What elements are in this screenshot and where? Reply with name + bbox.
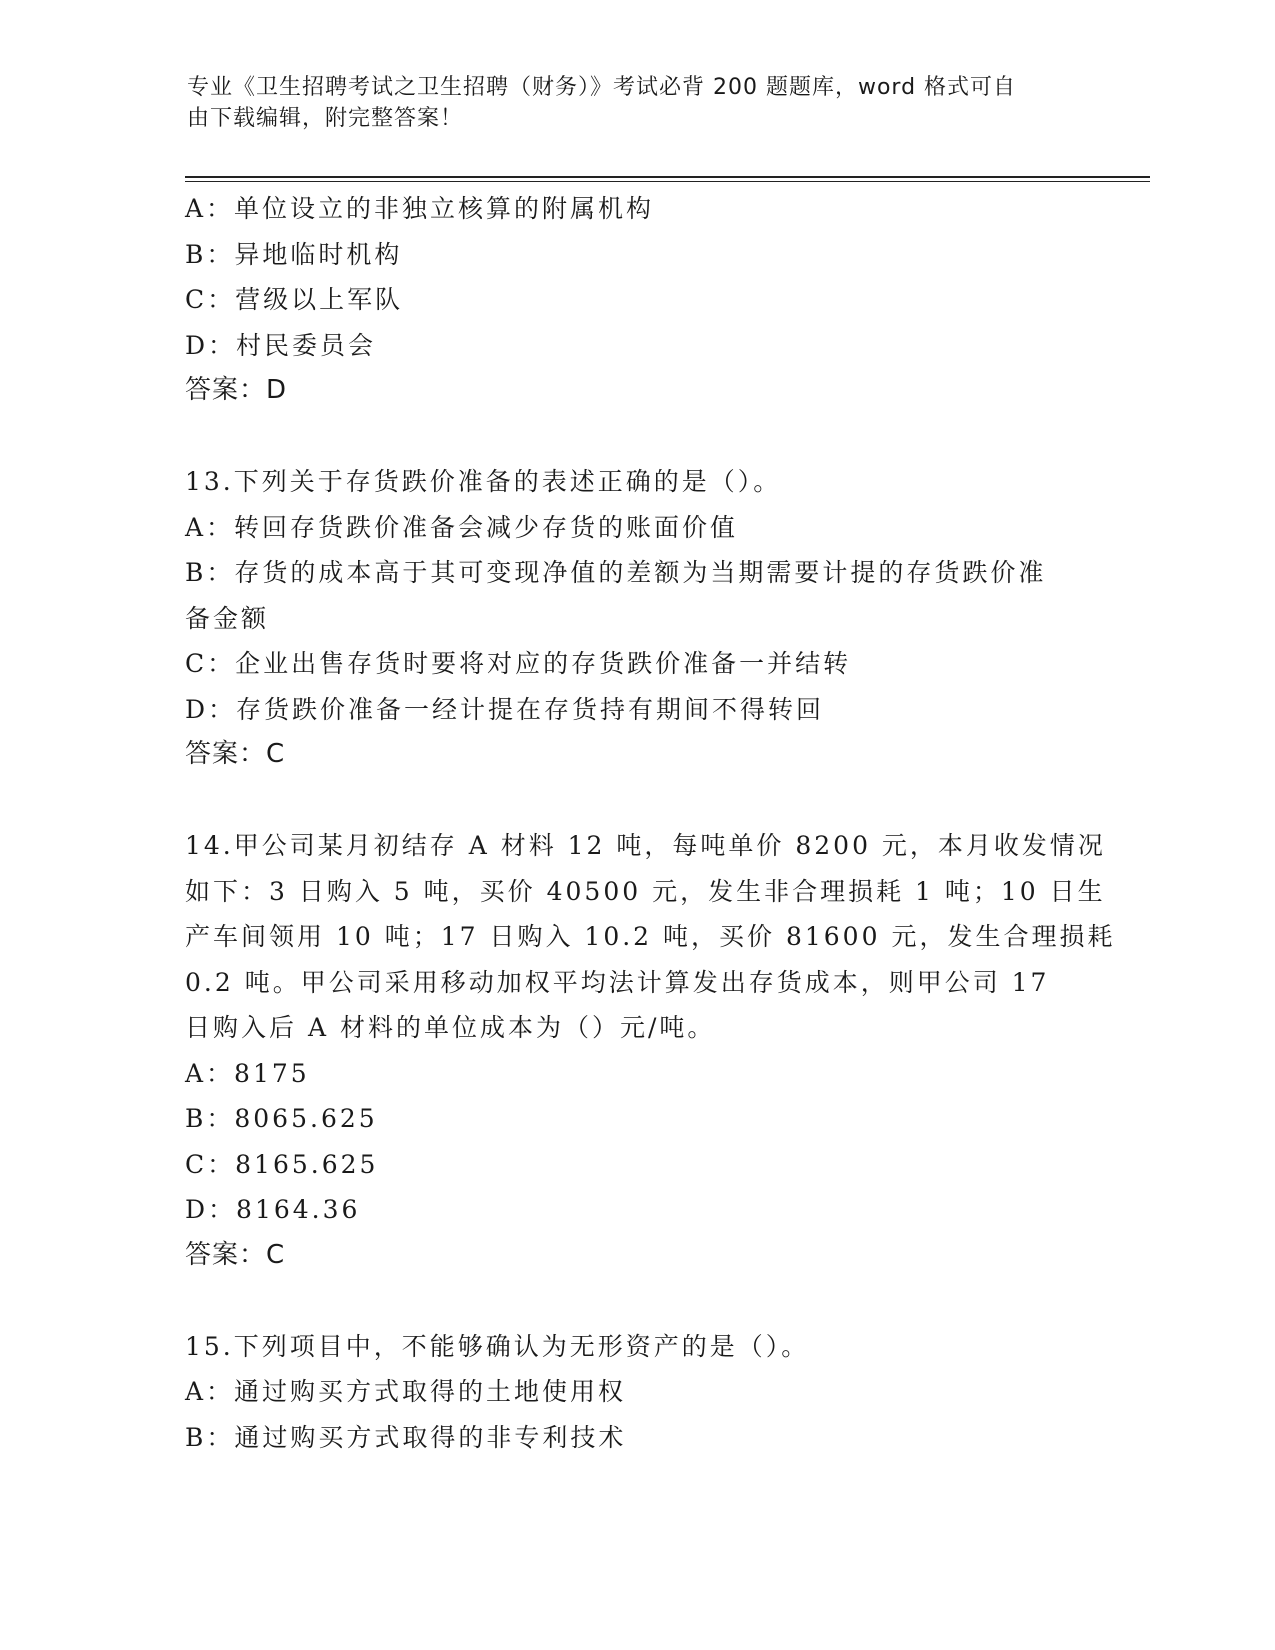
question-12 [185,186,1085,414]
question-stem-line: 0.2 吨。甲公司采用移动加权平均法计算发出存货成本，则甲公司 17 [185,967,1050,997]
option-d: D：存货跌价准备一经计提在存货持有期间不得转回 [185,694,825,724]
answer: 答案：C [185,739,286,769]
question-stem-line: 产车间领用 10 吨；17 日购入 10.2 吨，买价 81600 元，发生合理损耗 [185,922,1116,951]
option-c: C：8165.625 [185,1149,379,1179]
option-a: A：单位设立的非独立核算的附属机构 [185,194,655,223]
question-stem: 15.下列项目中，不能够确认为无形资产的是（）。 [185,1331,810,1361]
option-b-continued: 备金额 [185,603,270,633]
question-stem-line: 如下：3 日购入 5 吨，买价 40500 元，发生非合理损耗 1 吨；10 日生 [185,876,1106,906]
option-b: B：通过购买方式取得的非专利技术 [185,1422,627,1452]
question-14 [185,823,1116,1278]
question-stem-line: 日购入后 A 材料的单位成本为（）元/吨。 [185,1013,716,1042]
option-d: D：村民委员会 [185,330,377,360]
question-13 [185,459,1085,778]
option-b: B：8065.625 [185,1104,378,1133]
answer: 答案：C [185,1239,286,1270]
header-line-2: 由下载编辑，附完整答案！ [187,106,464,131]
answer: 答案：D [185,375,288,405]
question-stem-line: 14.甲公司某月初结存 A 材料 12 吨，每吨单价 8200 元，本月收发情况 [185,831,1106,860]
option-a: A：8175 [185,1058,310,1088]
option-c: C：企业出售存货时要将对应的存货跌价准备一并结转 [185,649,852,678]
question-stem: 13.下列关于存货跌价准备的表述正确的是（）。 [185,467,782,496]
header-divider [185,176,1150,182]
question-list [185,186,1116,1460]
header-line-1: 专业《卫生招聘考试之卫生招聘（财务）》考试必背 200 题题库，word 格式可自 [187,75,1017,100]
option-c: C：营级以上军队 [185,285,404,314]
option-b: B：异地临时机构 [185,239,403,269]
option-a: A：转回存货跌价准备会减少存货的账面价值 [185,512,739,542]
question-15 [185,1324,1085,1461]
option-a: A：通过购买方式取得的土地使用权 [185,1377,627,1406]
option-d: D：8164.36 [185,1195,361,1224]
option-b: B：存货的成本高于其可变现净值的差额为当期需要计提的存货跌价准 [185,558,1047,587]
document-header [187,72,1067,134]
